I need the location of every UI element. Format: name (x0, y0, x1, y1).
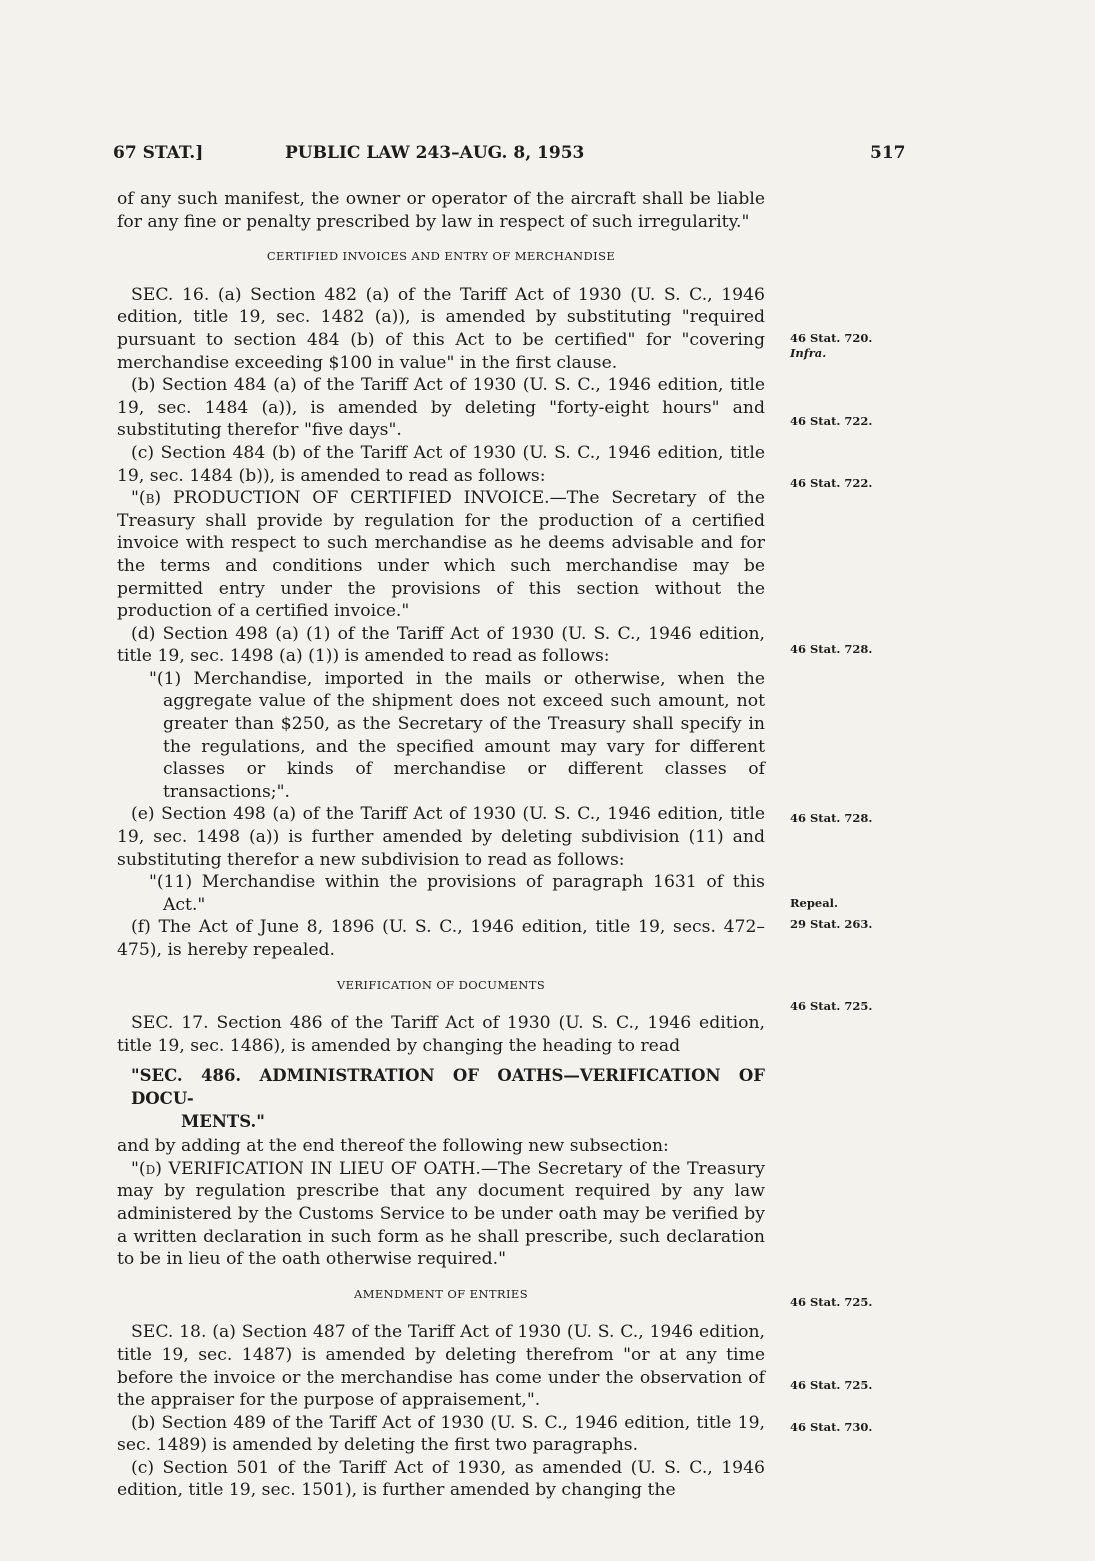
margin-note: 46 Stat. 722. (790, 476, 873, 490)
paragraph: SEC. 17. Section 486 of the Tariff Act of 1930 (U. S. C., 1946 edition, title 19, sec. 1486), is amended by changing the heading to read (117, 1013, 765, 1056)
quoted-paragraph: "(1) Merchandise, imported in the mails or otherwise, when the aggregate value of the shipment does not exceed such amount, not greater than $250, as the Secretary of the Treasury shall specify in the regulations, and the specified amount may vary for different classes or kinds of merchandise or different classes of transactions;". (149, 668, 765, 802)
paragraph: SEC. 16. (a) Section 482 (a) of the Tariff Act of 1930 (U. S. C., 1946 edition, title 19, sec. 1482 (a)), is amended by substituting "required pursuant to section 484 (b) of this Act to be certified" for "covering merchandise exceeding $100 in value" in the first clause. (117, 284, 765, 373)
amended-heading-line: "SEC. 486. ADMINISTRATION OF OATHS—VERIFICATION OF DOCU- (131, 1066, 765, 1108)
page-number: 517 (870, 143, 906, 163)
margin-note: 46 Stat. 722. (790, 414, 873, 428)
margin-note: 46 Stat. 728. (790, 642, 873, 656)
quoted-paragraph: "(11) Merchandise within the provisions of paragraph 1631 of this Act." (149, 872, 765, 915)
volume-reference: 67 STAT.] (113, 143, 204, 163)
margin-note: 46 Stat. 725. (790, 1378, 873, 1392)
margin-note: 46 Stat. 730. (790, 1420, 873, 1434)
paragraph: and by adding at the end thereof the following new subsection: (117, 1136, 669, 1157)
paragraph: (b) Section 484 (a) of the Tariff Act of 1930 (U. S. C., 1946 edition, title 19, sec. 1484 (a)), is amended by deleting "forty-eight hours" and substituting therefor "five days". (117, 375, 765, 441)
section-heading: VERIFICATION OF DOCUMENTS (336, 977, 546, 992)
subsection-lead: "(b) PRODUCTION OF CERTIFIED INVOICE.— (131, 488, 567, 509)
margin-note: 46 Stat. 725. (790, 1295, 873, 1309)
section-heading: AMENDMENT OF ENTRIES (354, 1286, 528, 1301)
margin-note-text: 46 Stat. 720. (790, 331, 873, 345)
paragraph: SEC. 18. (a) Section 487 of the Tariff Act of 1930 (U. S. C., 1946 edition, title 19, sec. 1487) is amended by deleting therefrom "or at any time before the invoice or the merchandise has come under the observation of the appraiser for the purpose of appraisement,". (117, 1322, 765, 1411)
body-text (117, 188, 765, 1502)
amended-heading (117, 1065, 765, 1133)
paragraph-text: The Secretary of the Treasury shall provide by regulation for the production of a certified invoice with respect to such merchandise as he deems advisable and for the terms and conditions under which such merchandise may be permitted entry under the provisions of this section without the production of a certified invoice." (117, 488, 765, 622)
paragraph: of any such manifest, the owner or operator of the aircraft shall be liable for any fine or penalty prescribed by law in respect of such irregularity." (117, 189, 765, 232)
amended-heading-line: MENTS." (181, 1111, 265, 1131)
paragraph: (e) Section 498 (a) of the Tariff Act of 1930 (U. S. C., 1946 edition, title 19, sec. 1498 (a)) is further amended by deleting subdivision (11) and substituting therefor a new subdivision to read as follows: (117, 804, 765, 870)
paragraph-text: The Secretary of the Treasury may by regulation prescribe that any document required by any law administered by the Customs Service to be under oath may be verified by a written declaration in such form as he shall prescribe, such declaration to be in lieu of the oath otherwise required." (117, 1158, 765, 1270)
margin-note: 46 Stat. 725. (790, 999, 873, 1013)
paragraph: (c) Section 484 (b) of the Tariff Act of 1930 (U. S. C., 1946 edition, title 19, sec. 1484 (b)), is amended to read as follows: (117, 442, 765, 486)
section-heading: CERTIFIED INVOICES AND ENTRY OF MERCHANDISE (266, 249, 616, 264)
subsection-lead: "(d) VERIFICATION IN LIEU OF OATH.— (131, 1158, 499, 1179)
margin-note: Repeal. (790, 896, 839, 910)
paragraph (117, 487, 765, 623)
paragraph (117, 1158, 765, 1271)
margin-note (790, 331, 872, 361)
paragraph: (c) Section 501 of the Tariff Act of 1930, as amended (U. S. C., 1946 edition, title 19, sec. 1501), is further amended by changing the (117, 1457, 765, 1501)
paragraph: (f) The Act of June 8, 1896 (U. S. C., 1946 edition, title 19, secs. 472–475), is hereby repealed. (117, 917, 765, 960)
paragraph: (b) Section 489 of the Tariff Act of 1930 (U. S. C., 1946 edition, title 19, sec. 1489) is amended by deleting the first two paragraphs. (117, 1412, 765, 1456)
margin-note: 29 Stat. 263. (790, 917, 873, 931)
paragraph: (d) Section 498 (a) (1) of the Tariff Act of 1930 (U. S. C., 1946 edition, title 19, sec. 1498 (a) (1)) is amended to read as follows: (117, 623, 765, 667)
margin-note: 46 Stat. 728. (790, 811, 873, 825)
running-header: PUBLIC LAW 243–AUG. 8, 1953 (285, 143, 585, 163)
margin-note-sub: Infra. (790, 346, 827, 360)
